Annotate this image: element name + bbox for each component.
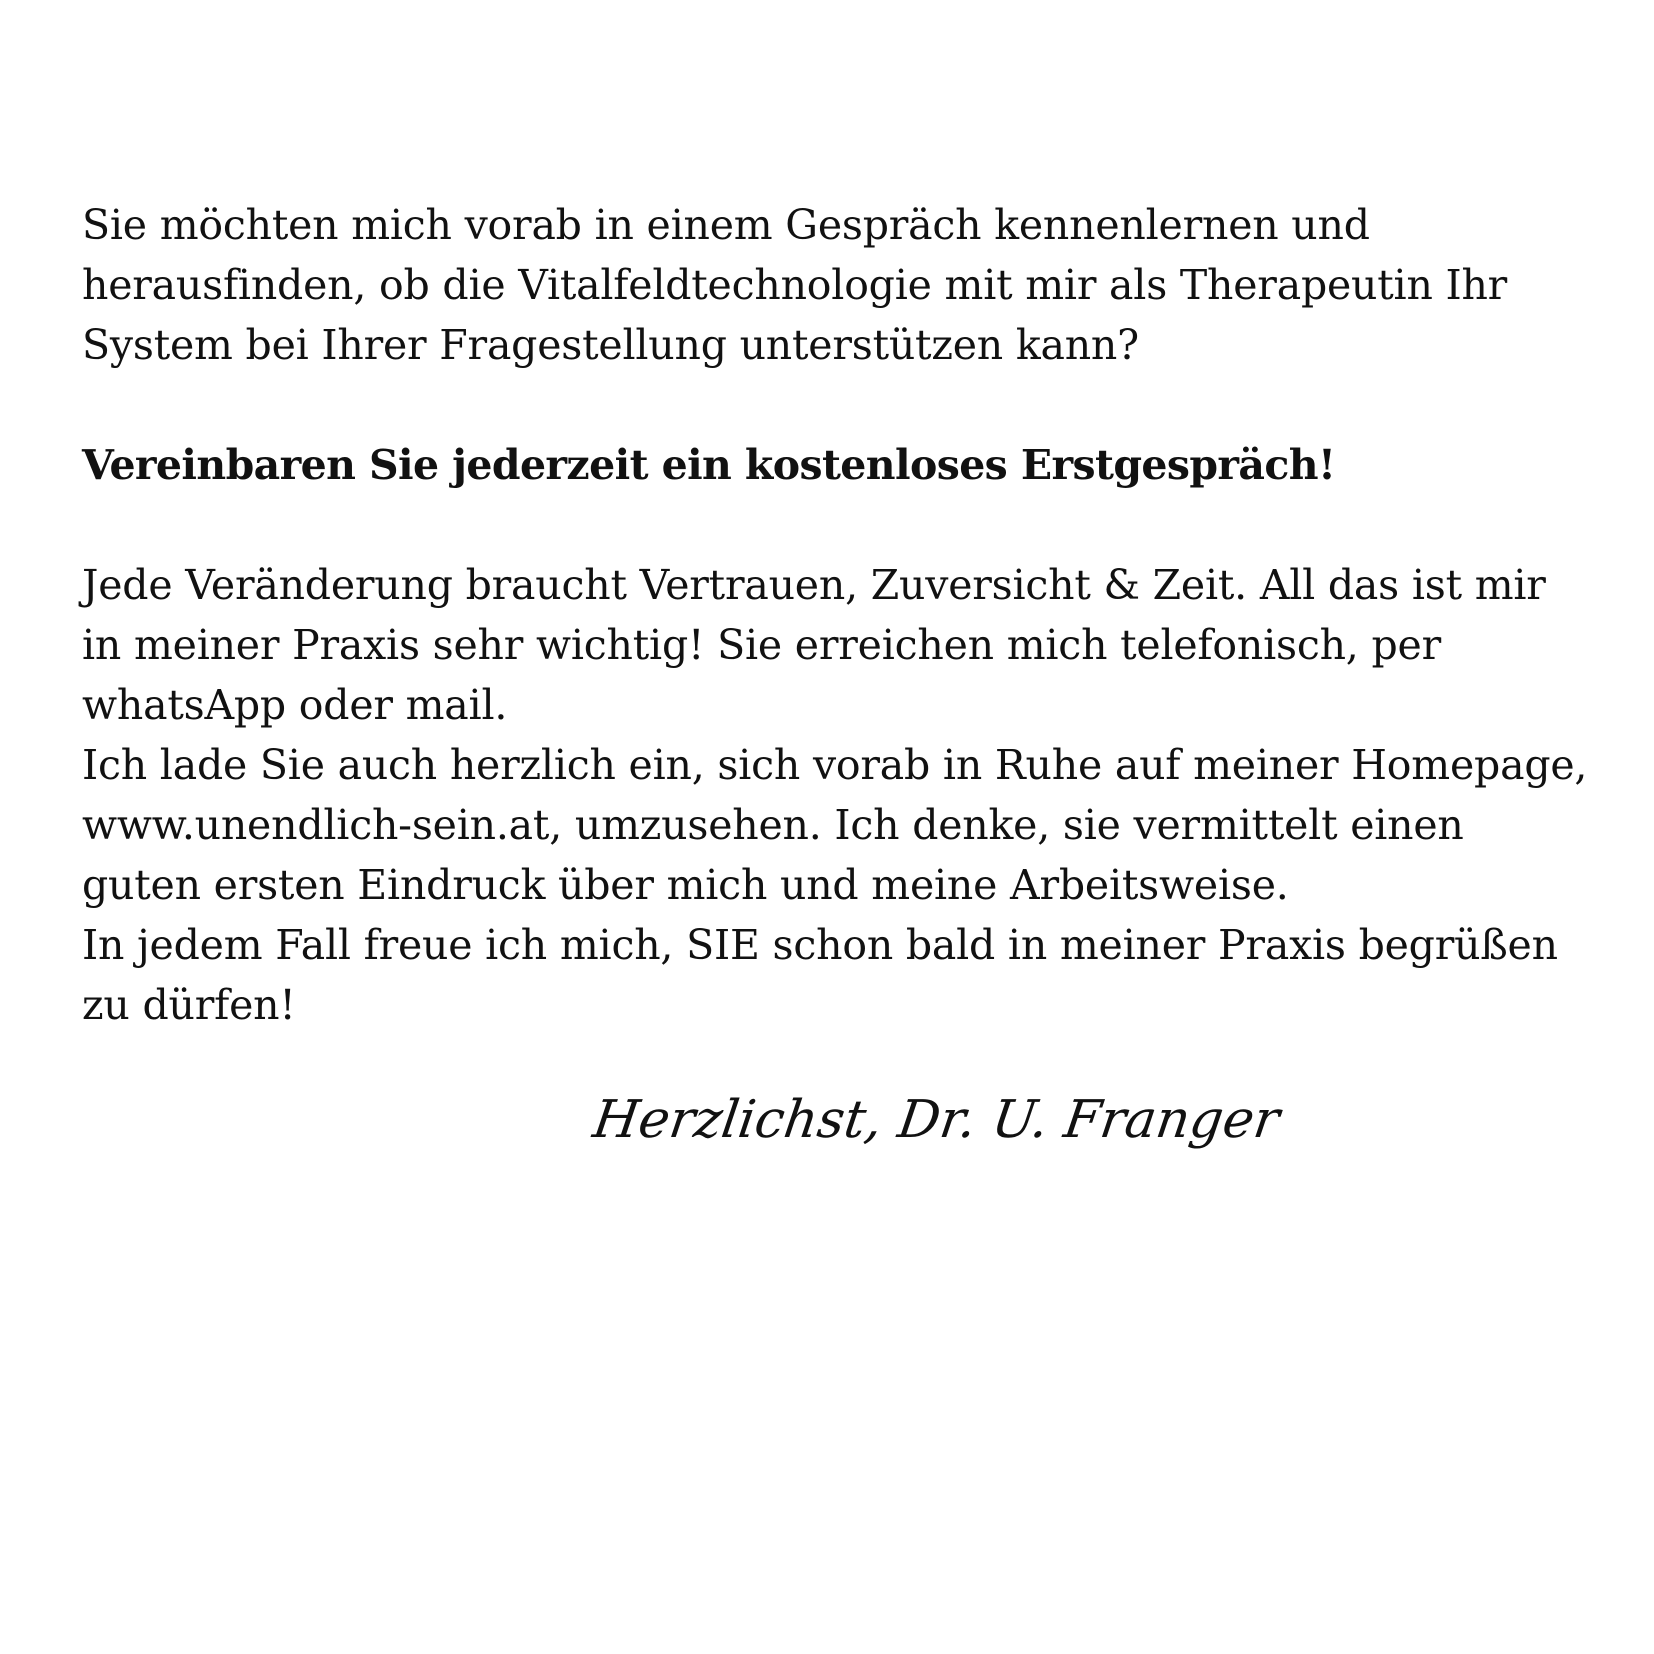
body-paragraph-2: Ich lade Sie auch herzlich ein, sich vorab in Ruhe auf meiner Homepage, www.unendlich-sein.at, umzusehen. Ich denke, sie vermittelt einen guten ersten Eindruck über mich und meine Arbeitsweise.	[82, 741, 1588, 909]
handwritten-signature	[589, 1075, 1284, 1175]
call-to-action-heading: Vereinbaren Sie jederzeit ein kostenloses Erstgespräch!	[82, 441, 1336, 489]
paragraph-spacer	[82, 375, 1592, 435]
body-paragraph-3: In jedem Fall freue ich mich, SIE schon bald in meiner Praxis begrüßen zu dürfen!	[82, 921, 1558, 1029]
intro-paragraph: Sie möchten mich vorab in einem Gespräch kennenlernen und herausfinden, ob die Vitalfeldtechnologie mit mir als Therapeutin Ihr System bei Ihrer Fragestellung unterstützen kann?	[82, 201, 1508, 369]
letter-body	[82, 195, 1592, 1035]
signature-text: Herzlichst, Dr. U. Franger	[589, 1090, 1284, 1150]
paragraph-spacer	[82, 495, 1592, 555]
body-paragraph-1: Jede Veränderung braucht Vertrauen, Zuversicht & Zeit. All das ist mir in meiner Praxis sehr wichtig! Sie erreichen mich telefonisch, per whatsApp oder mail.	[82, 561, 1546, 729]
